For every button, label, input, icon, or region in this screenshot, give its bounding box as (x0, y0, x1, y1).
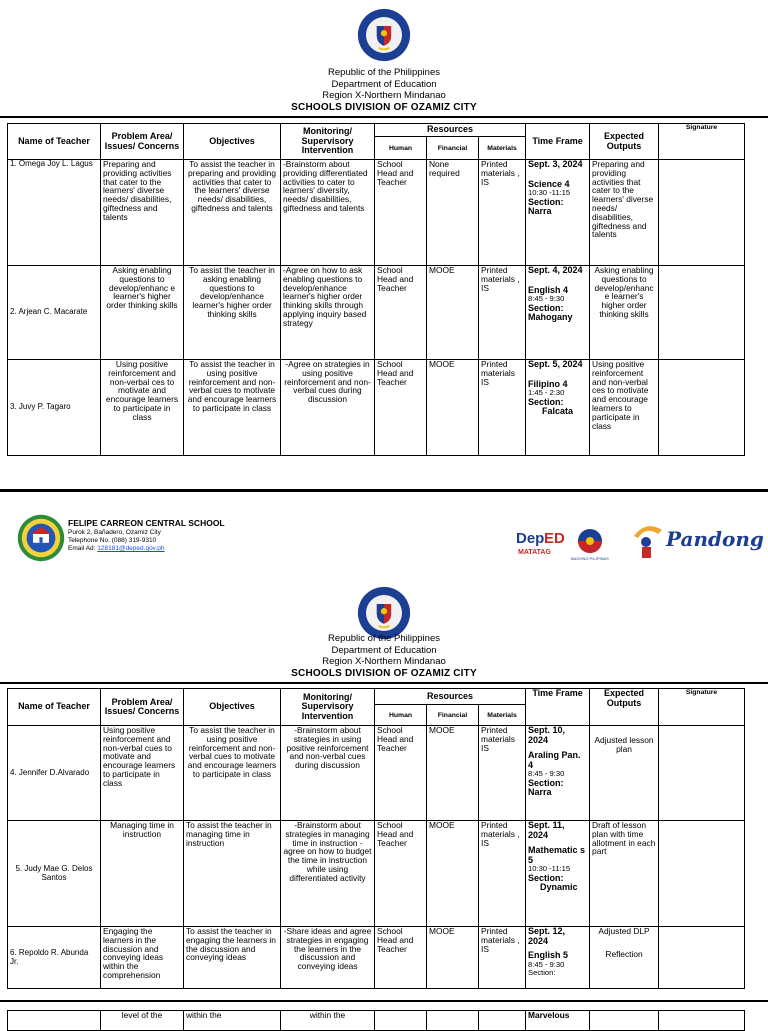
objectives-cell: To assist the teacher in preparing and providing activities that cater to the learners' diverse needs/ disabilities, giftedness and talents (184, 160, 281, 266)
signature-cell (659, 160, 745, 266)
republic-line: Republic of the Philippines (328, 67, 440, 78)
timeframe-subject: Science 4 (528, 178, 570, 189)
col-problem-header: Problem Area/ Issues/ Concerns (101, 124, 184, 160)
col-objectives-header: Objectives (184, 689, 281, 726)
deped-matatag-logo (514, 522, 564, 562)
timeframe-section-label: Section: (528, 396, 564, 407)
col-timeframe-header: Time Frame (526, 689, 590, 726)
expected-output-2: Reflection (605, 948, 643, 959)
financial-cell: MOOE (427, 360, 479, 456)
problem-cell: Preparing and providing activities that cater to the learners' diverse needs/ disabilities, giftedness and talents (101, 160, 184, 266)
human-cell: School Head and Teacher (375, 160, 427, 266)
supervisory-plan-table-page3 (7, 1010, 745, 1031)
expected-cell: Preparing and providing activities that cater to the learners' diverse needs/ disabilities, giftedness and talents (590, 160, 659, 266)
signature-cell (659, 927, 745, 989)
bagong-pilipinas-logo (568, 527, 612, 563)
svg-text:BAGONG PILIPINAS: BAGONG PILIPINAS (571, 556, 609, 561)
timeframe-cell: Marvelous (526, 1011, 590, 1031)
problem-cell: Asking enabling questions to develop/enhanc e learner's higher order thinking skills (101, 266, 184, 360)
monitoring-cell: within the (281, 1011, 375, 1031)
department-line: Department of Education (331, 644, 437, 656)
page2-header (0, 633, 768, 679)
monitoring-cell: -Brainstorm about strategies in using positive reinforcement and non-verbal cues during discussion (281, 726, 375, 821)
teacher-name: 2. Arjean C. Macarate (8, 266, 101, 360)
col-monitoring-header: Monitoring/ Supervisory Intervention (281, 689, 375, 726)
timeframe-cell (526, 360, 590, 456)
materials-cell: Printed materials , IS (479, 160, 526, 266)
expected-cell: Using positive reinforcement and non-verbal ces to motivate and encourage learners to participate in class (590, 360, 659, 456)
supervisory-plan-table-page1 (7, 123, 745, 456)
timeframe-cell (526, 266, 590, 360)
financial-cell: MOOE (427, 821, 479, 927)
materials-cell: Printed materials , IS (479, 266, 526, 360)
objectives-cell: To assist the teacher in asking enabling questions to develop/enhance learner's higher order thinking skills (184, 266, 281, 360)
materials-cell (479, 1011, 526, 1031)
col-resources-header: Resources (375, 124, 526, 137)
school-info (68, 518, 225, 553)
timeframe-section: Falcata (542, 406, 574, 417)
col-materials-header: Materials (479, 137, 526, 160)
financial-cell: None required (427, 160, 479, 266)
timeframe-section-label: Section: (528, 777, 564, 788)
col-financial-header: Financial (427, 705, 479, 726)
page1-header (0, 67, 768, 113)
timeframe-section: Narra (528, 787, 552, 798)
problem-cell: level of the (101, 1011, 184, 1031)
timeframe-subject: English 5 (528, 950, 569, 960)
teacher-name (8, 1011, 101, 1031)
region-line: Region X-Northern Mindanao (322, 90, 446, 101)
deped-seal-logo (357, 8, 411, 62)
header-rule (0, 116, 768, 118)
col-objectives-header: Objectives (184, 124, 281, 160)
school-email-label: Email Ad: (68, 545, 96, 552)
col-problem-header: Problem Area/ Issues/ Concerns (101, 689, 184, 726)
human-cell: School Head and Teacher (375, 266, 427, 360)
timeframe-section-label: Section: (528, 302, 564, 313)
expected-cell (590, 1011, 659, 1031)
monitoring-cell: -Agree on how to ask enabling questions to develop/enhance learner's higher order thinking skills through applying inquiry based strategy (281, 266, 375, 360)
svg-text:Dep: Dep (516, 530, 545, 547)
svg-text:MATATAG: MATATAG (518, 549, 551, 556)
teacher-name: 4. Jennifer D.Alvarado (8, 726, 101, 821)
problem-cell: Managing time in instruction (101, 821, 184, 927)
col-name-header: Name of Teacher (8, 124, 101, 160)
col-expected-header: Expected Outputs (590, 689, 659, 726)
col-signature-header: Signature (659, 124, 745, 160)
timeframe-subject: Araling Pan. 4 (528, 750, 581, 770)
col-human-header: Human (375, 137, 427, 160)
signature-cell (659, 360, 745, 456)
problem-cell: Engaging the learners in the discussion and conveying ideas within the comprehension (101, 927, 184, 989)
objectives-cell: within the (184, 1011, 281, 1031)
supervisory-plan-table-page2 (7, 688, 745, 989)
col-materials-header: Materials (479, 705, 526, 726)
department-line: Department of Education (331, 78, 437, 90)
problem-cell: Using positive reinforcement and non-verbal ces to motivate and encourage learners to participate in class (101, 360, 184, 456)
timeframe-cell (526, 821, 590, 927)
objectives-cell: To assist the teacher in using positive reinforcement and non-verbal cues to motivate and encourage learners to participate in class (184, 726, 281, 821)
materials-cell: Printed materials IS (479, 360, 526, 456)
expected-cell: Draft of lesson plan with time allotment in each part (590, 821, 659, 927)
signature-cell (659, 266, 745, 360)
division-line: SCHOOLS DIVISION OF OZAMIZ CITY (291, 101, 477, 113)
table-row (8, 927, 745, 989)
timeframe-cell (526, 927, 590, 989)
expected-cell (590, 927, 659, 989)
timeframe-date: Sept. 5, 2024 (528, 359, 583, 369)
timeframe-section-label: Section: (528, 196, 564, 207)
header-rule (0, 682, 768, 684)
monitoring-cell: -Brainstorm about providing differentiated activities to cater to learners' diversity, needs/ disabilities, giftedness and talents (281, 160, 375, 266)
human-cell (375, 1011, 427, 1031)
page-separator (0, 1000, 768, 1002)
timeframe-subject: Filipino 4 (528, 378, 568, 389)
timeframe-date: Sept. 3, 2024 (528, 159, 583, 169)
financial-cell: MOOE (427, 726, 479, 821)
timeframe-time: 1:45 - 2:30 (528, 388, 565, 397)
republic-line: Republic of the Philippines (328, 633, 440, 644)
timeframe-subject: Mathematic s 5 (528, 845, 586, 865)
deped-seal-logo (357, 586, 411, 640)
expected-cell: Adjusted lesson plan (590, 726, 659, 821)
timeframe-time: 8:45 - 9:30 (528, 294, 565, 303)
objectives-cell: To assist the teacher in engaging the learners in the discussion and conveying ideas (184, 927, 281, 989)
financial-cell (427, 1011, 479, 1031)
school-email-line (68, 545, 225, 553)
table-row (8, 1011, 745, 1031)
timeframe-time: 8:45 - 9:30 (528, 959, 565, 969)
timeframe-cell (526, 160, 590, 266)
human-cell: School Head and Teacher (375, 360, 427, 456)
timeframe-date: Sept. 4, 2024 (528, 265, 583, 275)
school-name: FELIPE CARREON CENTRAL SCHOOL (68, 518, 225, 528)
monitoring-cell: -Share ideas and agree strategies in engaging the learners in the discussion and conveying ideas (281, 927, 375, 989)
school-phone: Telephone No. (088) 319-9310 (68, 537, 157, 544)
page-separator (0, 489, 768, 492)
teacher-name: 3. Juvy P. Tagaro (8, 360, 101, 456)
materials-cell: Printed materials IS (479, 726, 526, 821)
expected-output-1: Adjusted DLP (598, 926, 650, 936)
pandong-logo (628, 516, 764, 562)
timeframe-date: Sept. 11, 2024 (528, 820, 565, 840)
materials-cell: Printed materials , IS (479, 821, 526, 927)
timeframe-date: Sept. 10, 2024 (528, 725, 566, 745)
monitoring-cell: -Brainstorm about strategies in managing time in instruction -agree on how to budget the time in instruction while using differentiated activity (281, 821, 375, 927)
table-row (8, 821, 745, 927)
objectives-cell: To assist the teacher in managing time in instruction (184, 821, 281, 927)
school-email-link[interactable]: 128181@deped.gov.ph (97, 545, 165, 552)
school-logo (17, 514, 65, 562)
materials-cell: Printed materials , IS (479, 927, 526, 989)
human-cell: School Head and Teacher (375, 821, 427, 927)
table-row (8, 726, 745, 821)
human-cell: School Head and Teacher (375, 726, 427, 821)
signature-cell (659, 821, 745, 927)
table-row (8, 360, 745, 456)
timeframe-time: 10:30 -11:15 (528, 188, 571, 197)
table-row (8, 266, 745, 360)
timeframe-section-label: Section: (528, 872, 564, 883)
signature-cell (659, 1011, 745, 1031)
timeframe-section-label: Section: (528, 968, 556, 978)
col-resources-header: Resources (375, 689, 526, 705)
timeframe-time: 10:30 -11:15 (528, 864, 571, 873)
timeframe-time: 8:45 - 9:30 (528, 769, 565, 778)
timeframe-cell (526, 726, 590, 821)
school-address: Purok 2, Bañadero, Ozamiz City (68, 529, 161, 536)
teacher-name: 5. Judy Mae G. Delos Santos (8, 821, 101, 927)
col-financial-header: Financial (427, 137, 479, 160)
timeframe-subject: English 4 (528, 284, 569, 295)
problem-cell: Using positive reinforcement and non-verbal cues to motivate and encourage learners to participate in class (101, 726, 184, 821)
teacher-name: 6. Repoldo R. Abunda Jr. (8, 927, 101, 989)
col-human-header: Human (375, 705, 427, 726)
teacher-name: 1. Omega Joy L. Lagus (8, 160, 101, 266)
division-line: SCHOOLS DIVISION OF OZAMIZ CITY (291, 667, 477, 679)
financial-cell: MOOE (427, 266, 479, 360)
timeframe-section: Dynamic (540, 882, 578, 893)
timeframe-section: Narra (528, 206, 552, 217)
col-expected-header: Expected Outputs (590, 124, 659, 160)
monitoring-cell: -Agree on strategies in using positive reinforcement and non-verbal cues during discussion (281, 360, 375, 456)
col-signature-header: Signature (659, 689, 745, 726)
svg-text:ED: ED (544, 530, 565, 547)
objectives-cell: To assist the teacher in using positive reinforcement and non-verbal cues to motivate and encourage learners to participate in class (184, 360, 281, 456)
col-monitoring-header: Monitoring/ Supervisory Intervention (281, 124, 375, 160)
svg-text:Pandong: Pandong (666, 527, 764, 551)
timeframe-section: Mahogany (528, 312, 573, 323)
timeframe-date: Sept. 12, 2024 (528, 926, 566, 946)
expected-cell: Asking enabling questions to develop/enhanc e learner's higher order thinking skills (590, 266, 659, 360)
col-timeframe-header: Time Frame (526, 124, 590, 160)
financial-cell: MOOE (427, 927, 479, 989)
human-cell: School Head and Teacher (375, 927, 427, 989)
table-row (8, 160, 745, 266)
col-name-header: Name of Teacher (8, 689, 101, 726)
signature-cell (659, 726, 745, 821)
region-line: Region X-Northern Mindanao (322, 656, 446, 667)
